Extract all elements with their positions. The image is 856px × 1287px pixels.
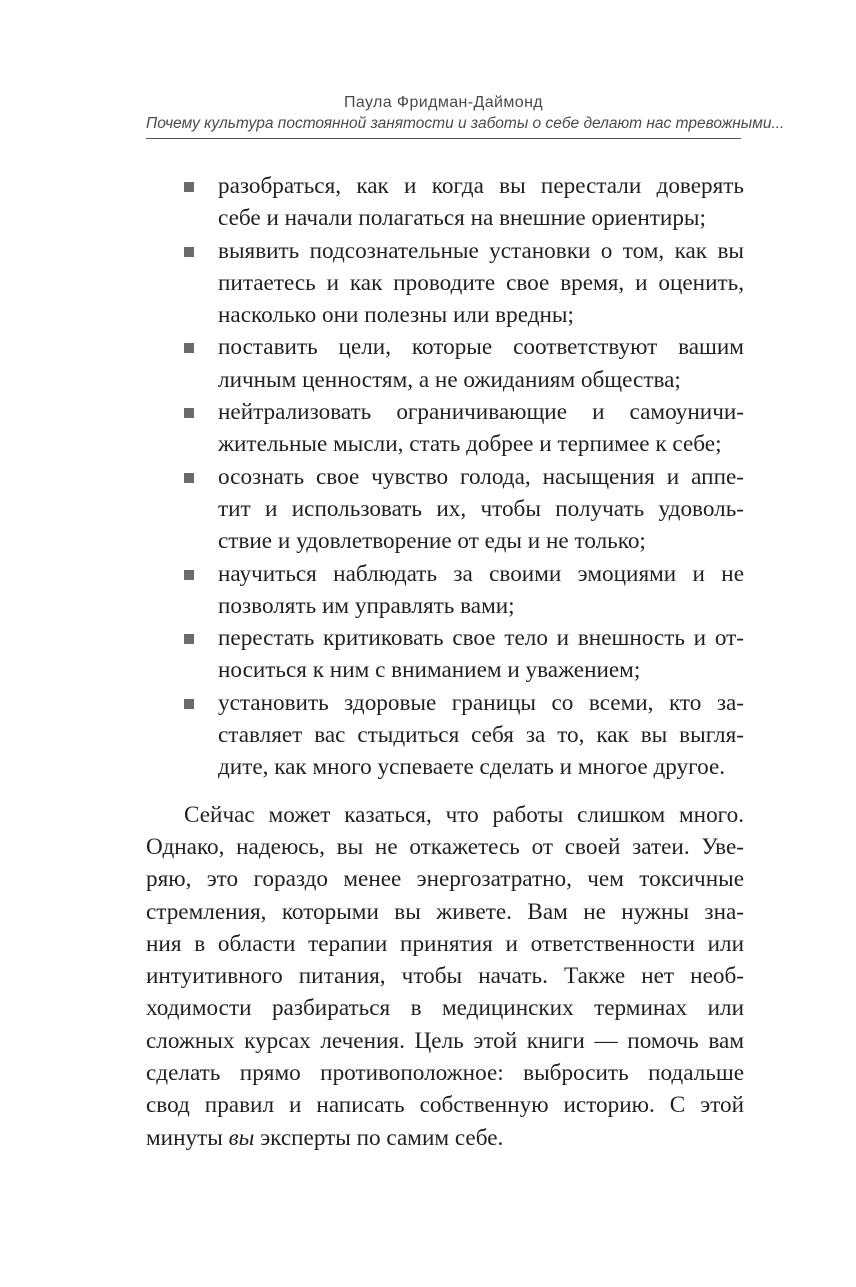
paragraph-line: ряю, это гораздо менее энергозатратно, чем токсичные	[146, 866, 744, 893]
bullet-list	[146, 170, 744, 784]
square-bullet-icon	[184, 473, 194, 483]
square-bullet-icon	[184, 408, 194, 418]
square-bullet-icon	[184, 247, 194, 257]
square-bullet-icon	[184, 570, 194, 580]
running-head-title: Почему культура постоянной занятости и заботы о себе делают нас тревожными...	[146, 115, 785, 132]
square-bullet-icon	[184, 182, 194, 192]
paragraph-line-text: минуты	[146, 1124, 229, 1151]
bullet-item	[146, 170, 744, 235]
bullet-item	[146, 461, 744, 558]
paragraph-line: интуитивного питания, чтобы начать. Также нет необ-	[146, 963, 744, 990]
bullet-line: дите, как много успеваете сделать и многое другое.	[218, 754, 726, 781]
running-head	[146, 92, 785, 134]
bullet-line: поставить цели, которые соответствуют вашим	[218, 334, 744, 361]
bullet-item	[146, 331, 744, 396]
paragraph-line-text: эксперты по самим себе.	[254, 1124, 504, 1151]
square-bullet-icon	[184, 699, 194, 709]
paragraph-line	[146, 1122, 744, 1154]
paragraph-line: ния в области терапии принятия и ответственности или	[146, 930, 744, 957]
bullet-line: перестать критиковать свое тело и внешность и от-	[218, 625, 744, 652]
bullet-line: осознать свое чувство голода, насыщения и аппе-	[218, 463, 744, 490]
running-head-author: Паула Фридман-Даймонд	[343, 94, 544, 111]
paragraph-line: сложных курсах лечения. Цель этой книги — помочь вам	[146, 1027, 744, 1054]
bullet-item	[146, 622, 744, 687]
bullet-line: жительные мысли, стать добрее и терпимее к себе;	[218, 431, 722, 458]
emphasis-text: вы	[228, 1124, 255, 1151]
bullet-line: тит и использовать их, чтобы получать удоволь-	[218, 495, 744, 522]
bullet-line: ставляет вас стыдиться себя за то, как вы выгля-	[218, 722, 744, 749]
paragraph-line: сделать прямо противоположное: выбросить подальше	[146, 1060, 744, 1087]
bullet-line: питаетесь и как проводите свое время, и оценить,	[218, 269, 744, 296]
paragraph-line: свод правил и написать собственную историю. С этой	[146, 1092, 744, 1119]
bullet-line: насколько они полезны или вредны;	[218, 302, 574, 329]
page-body	[146, 170, 744, 1154]
bullet-line: позволять им управлять вами;	[218, 592, 515, 619]
bullet-item	[146, 235, 744, 332]
bullet-line: личным ценностям, а не ожиданиям общества;	[218, 366, 681, 393]
paragraph-line: Сейчас может казаться, что работы слишком много.	[184, 801, 744, 828]
bullet-line: носиться к ним с вниманием и уважением;	[218, 657, 641, 684]
body-paragraph	[146, 799, 744, 1154]
bullet-line: нейтрализовать ограничивающие и самоуничи-	[218, 399, 744, 426]
square-bullet-icon	[184, 634, 194, 644]
header-divider	[146, 138, 741, 139]
bullet-line: разобраться, как и когда вы перестали доверять	[218, 173, 744, 199]
paragraph-line: ходимости разбираться в медицинских терминах или	[146, 995, 744, 1022]
paragraph-line: Однако, надеюсь, вы не откажетесь от своей затеи. Уве-	[146, 833, 744, 860]
bullet-line: научиться наблюдать за своими эмоциями и не	[218, 560, 744, 587]
paragraph-line: стремления, которыми вы живете. Вам не нужны зна-	[146, 898, 744, 925]
bullet-line: себе и начали полагаться на внешние ориентиры;	[218, 205, 706, 232]
bullet-line: установить здоровые границы со всеми, кто за-	[218, 689, 744, 716]
bullet-item	[146, 687, 744, 784]
bullet-item	[146, 396, 744, 461]
square-bullet-icon	[184, 343, 194, 353]
bullet-item	[146, 558, 744, 623]
bullet-line: выявить подсознательные установки о том, как вы	[218, 237, 744, 264]
bullet-line: ствие и удовлетворение от еды и не только;	[218, 528, 646, 555]
